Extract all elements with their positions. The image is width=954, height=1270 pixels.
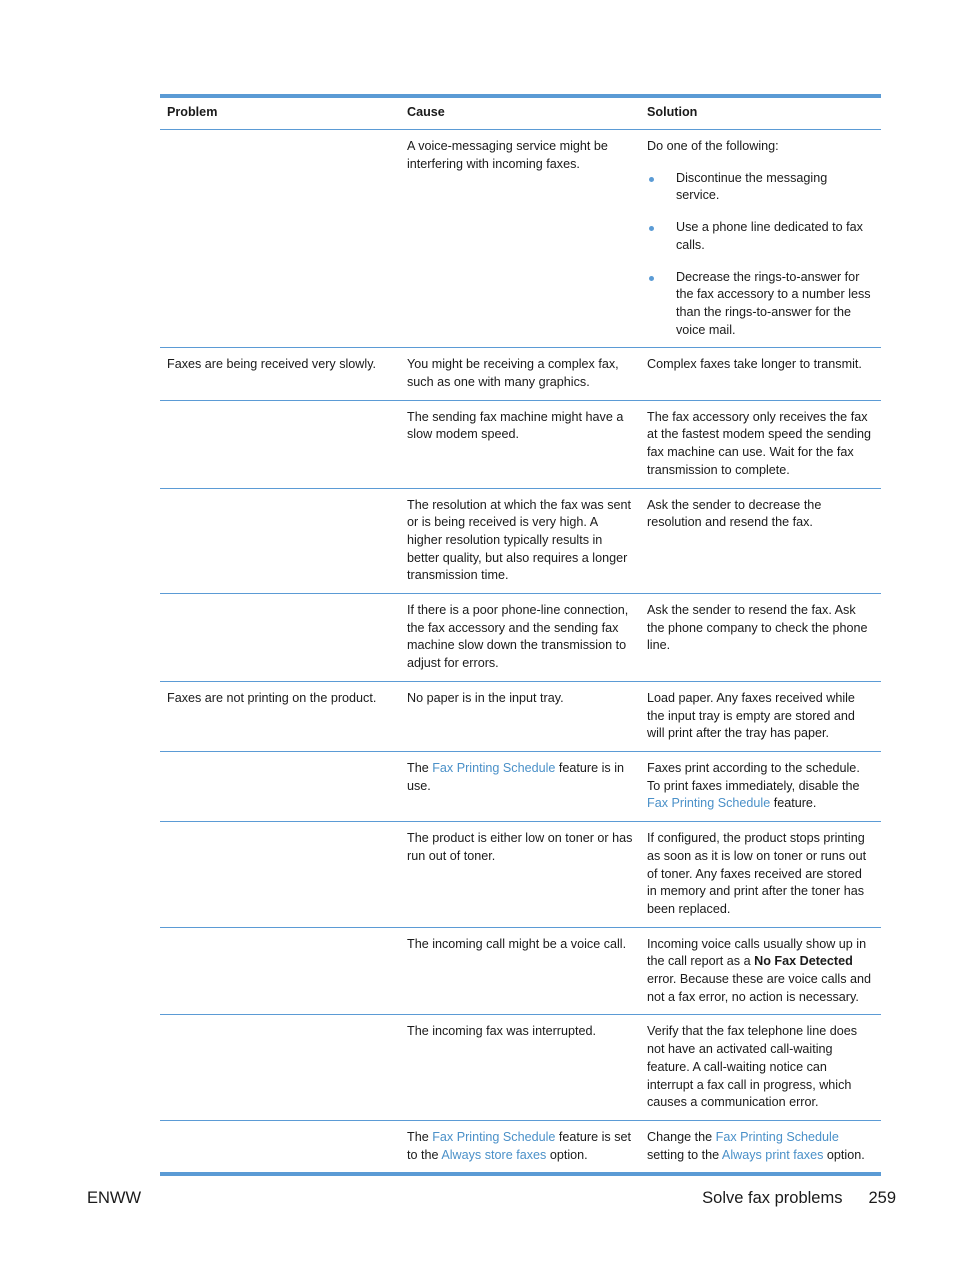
cause-cell: You might be receiving a complex fax, such as one with many graphics. [400,348,640,400]
cause-cell: The incoming call might be a voice call. [400,927,640,1015]
cause-cell: The sending fax machine might have a slow modem speed. [400,400,640,488]
problem-cell [160,488,400,594]
solution-text: Incoming voice calls usually show up in the call report as a [647,936,867,969]
problem-cell [160,822,400,928]
solution-cell [640,130,881,348]
problem-cell: Faxes are not printing on the product. [160,681,400,751]
solution-cell: Ask the sender to resend the fax. Ask the phone company to check the phone line. [640,594,881,682]
cause-cell: If there is a poor phone-line connection, the fax accessory and the sending fax machine slow down the transmission to adjust for errors. [400,594,640,682]
solution-cell [640,927,881,1015]
cause-text: The [407,1129,433,1144]
cause-text: feature is set to the [407,1129,632,1162]
solution-text: feature. [770,796,817,811]
solution-text: option. [823,1147,865,1162]
table-row [160,488,881,594]
fax-printing-schedule-link[interactable]: Fax Printing Schedule [432,1129,556,1144]
always-store-faxes-link[interactable]: Always store faxes [441,1147,547,1162]
solution-cell [640,751,881,821]
solution-bullet: Use a phone line dedicated to fax calls. [647,219,874,254]
solution-cell: The fax accessory only receives the fax at the fastest modem speed the sending fax machine can use. Wait for the fax transmission to complete. [640,400,881,488]
problem-cell [160,594,400,682]
cause-cell: The resolution at which the fax was sent or is being received is very high. A higher resolution typically results in better quality, but also requires a longer transmission time. [400,488,640,594]
problem-cell [160,1015,400,1121]
solution-bullet: Discontinue the messaging service. [647,170,874,205]
solution-intro: Do one of the following: [647,139,779,153]
table-row [160,1120,881,1174]
cause-cell: The incoming fax was interrupted. [400,1015,640,1121]
solution-bullet-list [647,170,874,340]
footer-enww: ENWW [87,1189,142,1207]
problem-cell: Faxes are being received very slowly. [160,348,400,400]
cause-text: The [407,760,433,775]
fax-printing-schedule-link[interactable]: Fax Printing Schedule [432,760,556,775]
cause-cell [400,751,640,821]
table-row [160,348,881,400]
fax-printing-schedule-link[interactable]: Fax Printing Schedule [647,796,771,811]
solution-bullet: Decrease the rings-to-answer for the fax accessory to a number less than the rings-to-answer for the voice mail. [647,269,874,340]
solution-cell: If configured, the product stops printing as soon as it is low on toner or runs out of toner. Any faxes received are stored in memory and print after the toner has been replaced. [640,822,881,928]
page-number: 259 [868,1189,896,1207]
problem-cell [160,751,400,821]
solution-text: setting to the [647,1147,722,1162]
cause-text: feature is in use. [407,760,625,793]
solution-cell: Complex faxes take longer to transmit. [640,348,881,400]
always-print-faxes-link[interactable]: Always print faxes [721,1147,824,1162]
table-row [160,927,881,1015]
fax-printing-schedule-link[interactable]: Fax Printing Schedule [715,1129,839,1144]
header-cause: Cause [400,96,640,130]
solution-text: Faxes print according to the schedule. To print faxes immediately, disable the [647,760,860,793]
table-row [160,751,881,821]
table-row [160,594,881,682]
cause-text: option. [546,1147,588,1162]
header-problem: Problem [160,96,400,130]
table-row [160,681,881,751]
cause-cell: The product is either low on toner or has run out of toner. [400,822,640,928]
solution-cell: Load paper. Any faxes received while the input tray is empty are stored and will print after the tray has paper. [640,681,881,751]
table-row [160,822,881,928]
table-header-row [160,96,881,130]
table-row [160,1015,881,1121]
solution-cell: Verify that the fax telephone line does not have an activated call-waiting feature. A call-waiting notice can interrupt a fax call in progress, which causes a communication error. [640,1015,881,1121]
problem-cell [160,400,400,488]
solution-cell: Ask the sender to decrease the resolution and resend the fax. [640,488,881,594]
solution-text: error. Because these are voice calls and not a fax error, no action is necessary. [647,972,872,1004]
footer-section-title: Solve fax problems [702,1189,843,1207]
cause-cell: A voice-messaging service might be interfering with incoming faxes. [400,130,640,348]
table-row [160,130,881,348]
table-row [160,400,881,488]
solution-text: Change the [647,1129,716,1144]
footer-page-info [702,1187,896,1209]
cause-cell: No paper is in the input tray. [400,681,640,751]
troubleshooting-table [160,94,881,1176]
problem-cell [160,1120,400,1174]
problem-cell [160,130,400,348]
solution-cell [640,1120,881,1174]
cause-cell [400,1120,640,1174]
header-solution: Solution [640,96,881,130]
problem-cell [160,927,400,1015]
no-fax-detected-label: No Fax Detected [754,954,853,969]
